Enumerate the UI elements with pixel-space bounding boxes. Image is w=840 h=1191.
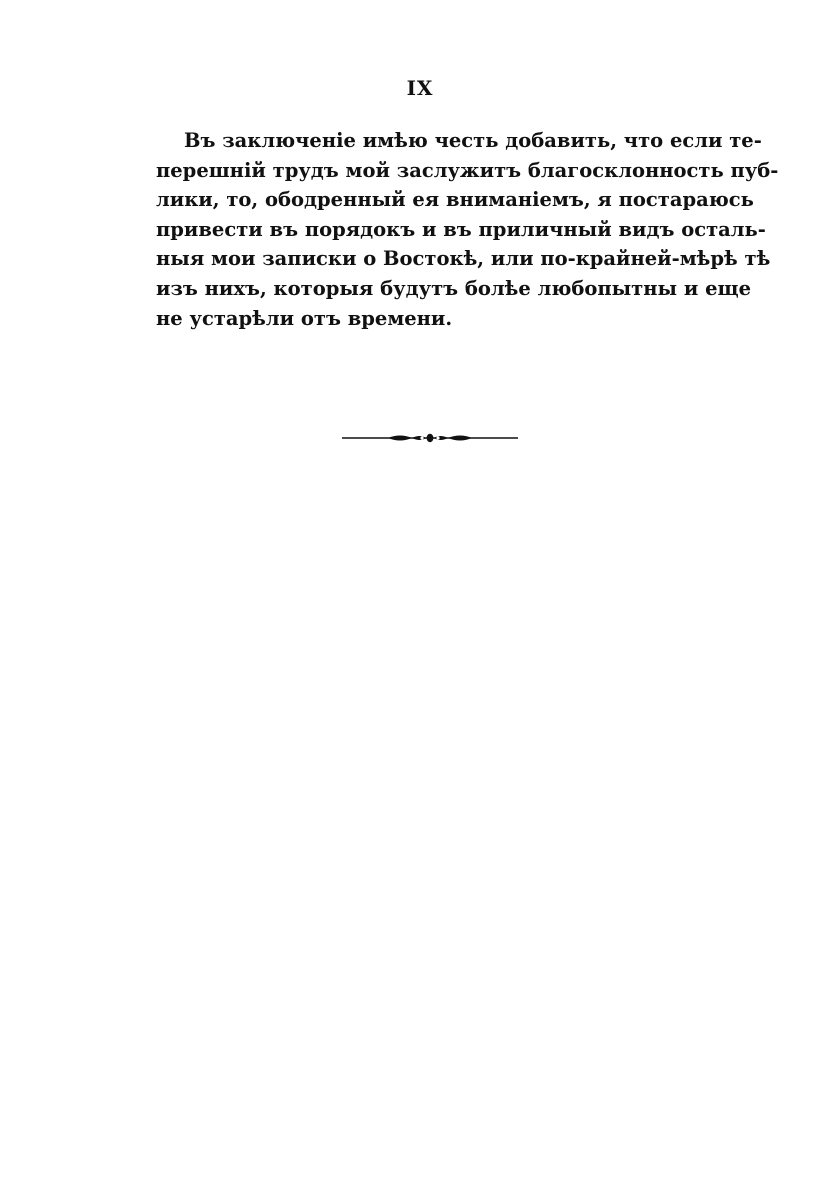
ornament-divider	[340, 430, 520, 446]
text-line: не устарѣли отъ времени.	[156, 306, 453, 330]
text-line: перешній трудъ мой заслужитъ благосклонность пуб-	[156, 158, 779, 182]
text-line: изъ нихъ, которыя будутъ болѣе любопытны и еще	[156, 276, 752, 300]
text-line: Въ заключеніе имѣю честь добавить, что если те-	[184, 129, 762, 152]
text-line: привести въ порядокъ и въ приличный видъ осталь-	[156, 217, 766, 241]
text-line: лики, то, ободренный ея вниманіемъ, я постараюсь	[156, 188, 754, 212]
text-line: ныя мои записки о Востокѣ, или по-крайней-мѣрѣ тѣ	[156, 247, 771, 271]
paragraph	[156, 126, 779, 333]
page-number: IX	[406, 76, 434, 100]
